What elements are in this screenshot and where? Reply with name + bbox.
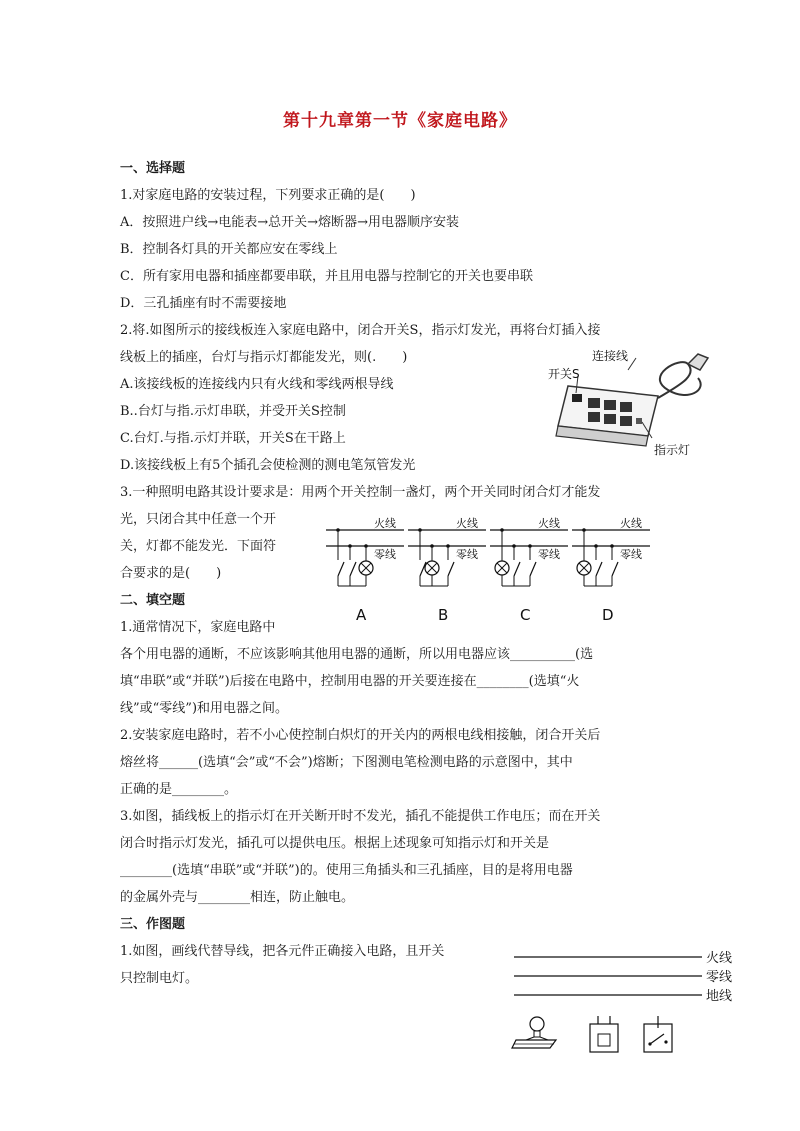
q3-stem-line2: 光，只闭合其中任意一个开 (120, 512, 277, 527)
option-label-D: D (602, 606, 614, 624)
option-label-C: C (520, 606, 531, 624)
switch-gap-A-0 (335, 560, 341, 576)
neutral-label-A: 零线 (374, 548, 396, 561)
draw-q1-line2: 只控制电灯。 (120, 971, 199, 986)
neutral-label-D: 零线 (620, 548, 642, 561)
section-heading-drawing: 三、作图题 (120, 917, 186, 932)
live-label-D: 火线 (620, 517, 642, 530)
node-2-D (594, 544, 598, 548)
fill-q2-line3: 正确的是________。 (120, 782, 238, 797)
node-3-B (446, 544, 450, 548)
q2-stem-line1: 2.将.如图所示的接线板连入家庭电路中，闭合开关S，指示灯发光，再将台灯插入接 (120, 323, 601, 338)
label-live-wire: 火线 (706, 951, 733, 966)
power-strip-figure (548, 346, 728, 464)
q1-option-c: C．所有家用电器和插座都要串联，并且用电器与控制它的开关也要串联 (120, 269, 533, 284)
switch-gap-B-2 (445, 560, 451, 576)
q2-option-b: B..台灯与指.示灯串联，并受开关S控制 (120, 404, 346, 419)
fill-q3-line4: 的金属外壳与________相连，防止触电。 (120, 890, 355, 905)
fill-q1-line4: 线”或“零线”)和用电器之间。 (120, 701, 289, 716)
fill-q3-line2: 闭合时指示灯发光，插孔可以提供电压。根据上述现象可知指示灯和开关是 (120, 836, 550, 851)
q2-stem-line2: 线板上的插座，台灯与指示灯都能发光，则(. ) (120, 350, 408, 365)
q2-option-d: D.该接线板上有5个插孔会使检测的测电笔氖管发光 (120, 458, 416, 473)
option-label-B: B (438, 606, 449, 624)
q1-option-b: B．控制各灯具的开关都应安在零线上 (120, 242, 338, 257)
node-1-B (418, 528, 422, 532)
fill-q3-line1: 3.如图，插线板上的指示灯在开关断开时不发光，插孔不能提供工作电压；而在开关 (120, 809, 601, 824)
q1-option-a: A．按照进户线→电能表→总开关→熔断器→用电器顺序安装 (120, 215, 459, 230)
node-2-B (430, 544, 434, 548)
socket-icon (590, 1016, 618, 1052)
switch-gap-D-2 (609, 560, 615, 576)
live-label-B: 火线 (456, 517, 478, 530)
label-connection-wire: 连接线 (592, 349, 629, 363)
node-1-D (582, 528, 586, 532)
option-label-A: A (356, 606, 367, 624)
fill-q2-line2: 熔丝将______(选填“会”或“不会”)熔断；下图测电笔检测电路的示意图中，其中 (120, 755, 573, 770)
switch-gap-C-2 (527, 560, 533, 576)
label-indicator-light: 指示灯 (654, 443, 691, 457)
label-switch-s: 开关S (548, 367, 580, 381)
label-neutral-wire: 零线 (706, 970, 733, 985)
draw-q1-line1: 1.如图，画线代替导线，把各元件正确接入电路，且开关 (120, 944, 445, 959)
node-1-C (500, 528, 504, 532)
fill-q1-line3: 填“串联”或“并联”)后接在电路中，控制用电器的开关要连接在________(选填“火 (120, 674, 580, 689)
fill-q1-line2: 各个用电器的通断，不应该影响其他用电器的通断，所以用电器应该__________(选 (120, 647, 594, 662)
node-2-C (512, 544, 516, 548)
q3-stem-line1: 3.一种照明电路其设计要求是：用两个开关控制一盏灯，两个开关同时闭合灯才能发 (120, 485, 601, 500)
strip-body (556, 386, 658, 446)
fill-q2-line1: 2.安装家庭电路时，若不小心使控制白炽灯的开关内的两根电线相接触，闭合开关后 (120, 728, 601, 743)
node-3-A (364, 544, 368, 548)
wiring-drawing-figure (510, 944, 740, 1064)
node-1-A (336, 528, 340, 532)
neutral-label-B: 零线 (456, 548, 478, 561)
q3-stem-line3: 关，灯都不能发光．下面符 (120, 539, 277, 554)
q2-option-c: C.台灯.与指.示灯并联，开关S在干路上 (120, 431, 346, 446)
switch-gap-B-0 (417, 560, 423, 576)
section-heading-fill: 二、填空题 (120, 593, 186, 608)
fill-q1-line1: 1.通常情况下，家庭电路中 (120, 620, 276, 635)
lamp-icon (512, 1017, 556, 1048)
label-ground-wire: 地线 (706, 989, 733, 1004)
node-3-C (528, 544, 532, 548)
fill-q3-line3: ________(选填“串联”或“并联”)的。使用三角插头和三孔插座，目的是将用电器 (120, 863, 573, 878)
q1-stem: 1.对家庭电路的安装过程，下列要求正确的是( ) (120, 188, 416, 203)
switch-circuit-options-figure (322, 516, 666, 626)
connection-cable (628, 354, 708, 398)
node-2-A (348, 544, 352, 548)
q1-option-d: D．三孔插座有时不需要接地 (120, 296, 287, 311)
switch-gap-C-1 (511, 560, 517, 576)
section-heading-choice: 一、选择题 (120, 161, 186, 176)
switch-icon (644, 1016, 672, 1052)
switch-gap-D-1 (593, 560, 599, 576)
q3-stem-line4: 合要求的是( ) (120, 566, 222, 581)
live-label-A: 火线 (374, 517, 396, 530)
node-3-D (610, 544, 614, 548)
live-label-C: 火线 (538, 517, 560, 530)
neutral-label-C: 零线 (538, 548, 560, 561)
switch-gap-A-1 (347, 560, 353, 576)
q2-option-a: A.该接线板的连接线内只有火线和零线两根导线 (120, 377, 394, 392)
page-title: 第十九章第一节《家庭电路》 (283, 111, 517, 131)
